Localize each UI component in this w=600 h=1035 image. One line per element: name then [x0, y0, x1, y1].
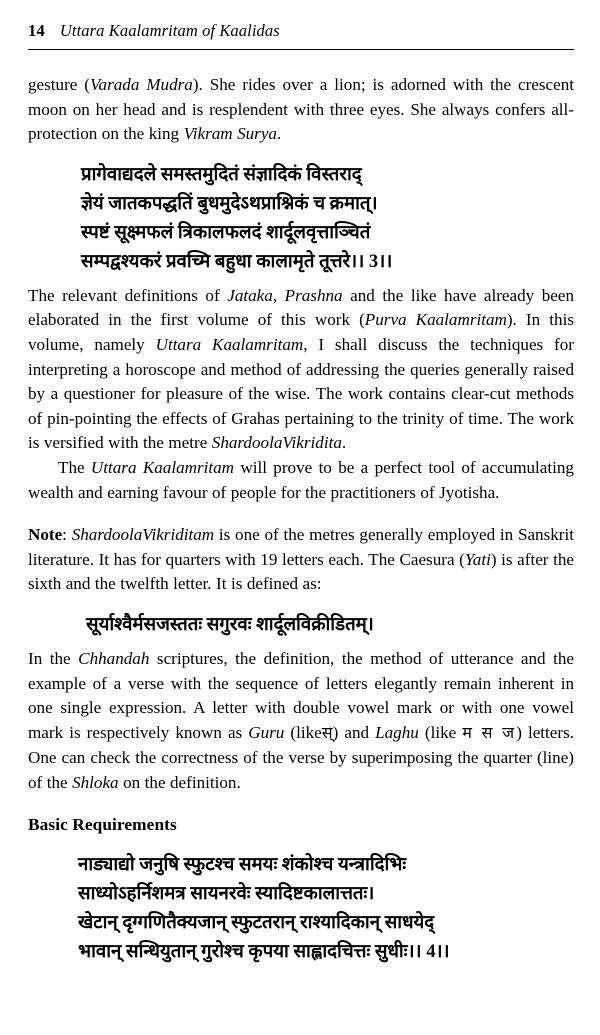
paragraph-opening — [28, 73, 574, 147]
verse-line: नाड्याद्यो जनुषि स्फुटश्च समयः शंकोश्च यन्त्रादिभिः — [78, 854, 407, 876]
paragraph-definitions — [28, 284, 574, 456]
sanskrit-verse-block-4 — [28, 850, 574, 966]
italic-term-varada-mudra: Varada Mudra — [89, 75, 193, 94]
paragraph-note — [28, 523, 574, 597]
text-run: on the definition. — [118, 772, 241, 792]
text-run: ) is after the sixth and the twelfth letter. It is defined as: — [28, 549, 574, 594]
running-head-title: Uttara Kaalamritam of Kaalidas — [59, 21, 280, 40]
paragraph-perfect-tool — [28, 456, 574, 505]
text-run: In the — [28, 648, 79, 668]
italic-term-uttara-kaalamritam: Uttara Kaalamritam — [90, 457, 235, 477]
italic-term-chhandah: Chhandah — [78, 648, 150, 668]
text-run: (like — [284, 722, 322, 742]
text-run: will prove to be a perfect tool of accumulating wealth and earning favour of people for the practitioners of Jyotisha. — [28, 457, 574, 502]
running-head — [28, 21, 572, 41]
text-run: The relevant definitions of — [28, 285, 228, 305]
italic-term-uttara-kaalamritam: Uttara Kaalamritam — [155, 334, 304, 354]
devanagari-inline-laghu-example: म स ज — [462, 724, 517, 742]
text-run: and the like have already been elaborated in the first volume of this work ( — [28, 285, 574, 330]
text-run: , I shall discuss the techniques for interpreting a horoscope and method of addressing the queries generally raised by a questioner for pleasure of the wise. The work contains clear-cut methods of pin-pointing the effects of Grahas pertaining to the trinity of time. The work is versified with the metre — [28, 334, 574, 453]
devanagari-inline-guru-example: स् — [321, 724, 333, 742]
italic-term-purva-kaalamritam: Purva Kaalamritam — [364, 310, 507, 330]
italic-term-guru: Guru — [248, 722, 285, 742]
italic-term-vikram-surya: Vikram Surya — [183, 124, 277, 144]
header-divider-rule — [28, 49, 574, 50]
text-run: ). In this volume, namely — [28, 310, 574, 354]
italic-term-laghu: Laghu — [375, 722, 419, 742]
text-run: gesture ( — [28, 75, 90, 94]
italic-term-shardoolavikriditam: ShardoolaVikriditam — [71, 525, 215, 545]
verse-line: सूर्याश्वैर्मसजस्ततः सगुरवः शार्दूलविक्रीडितम्। — [86, 613, 374, 635]
verse-line: स्पष्टं सूक्ष्मफलं त्रिकालफलदं शार्दूलवृत्ताञ्चितं — [81, 221, 371, 243]
verse-line: खेटान् दृग्गणितैक्यजान् स्फुटतरान् राश्यादिकान् साधयेद् — [78, 912, 435, 934]
text-run: is one of the metres generally employed in Sanskrit literature. It has for quarters with 19 letters each. The Caesura ( — [28, 525, 574, 569]
spacer — [28, 147, 574, 160]
italic-term-jataka: Jataka — [227, 285, 273, 305]
note-label: Note — [28, 525, 63, 545]
text-run: ) and — [332, 722, 376, 742]
verse-line: साध्योऽहर्निशमत्र सायनरवेः स्यादिष्टकालात्ततः। — [78, 883, 375, 905]
spacer — [28, 795, 574, 813]
sanskrit-verse-block-3 — [28, 160, 574, 276]
page-number: 14 — [28, 21, 45, 40]
text-run: scriptures, the definition, the method of utterance and the example of a verse with the sequence of letters elegantly remain inherent in one single expression. A letter with double vowel mark or with one vowel mark is respectively known as — [28, 648, 575, 742]
text-run: , — [272, 285, 285, 305]
page-body — [28, 73, 574, 966]
spacer — [28, 505, 574, 523]
verse-line: ज्ञेयं जातकपद्धतिं बुधमुदेऽथप्राश्निकं च क्रमात्। — [81, 192, 378, 214]
italic-term-prashna: Prashna — [284, 285, 343, 305]
text-run: . — [276, 124, 282, 144]
verse-line: भावान् सन्धियुतान् गुरोश्च कृपया साह्लादचित्तः सुधीः।। 4।। — [78, 941, 450, 963]
spacer — [28, 276, 574, 284]
spacer — [28, 597, 574, 610]
verse-line: सम्पद्वश्यकरं प्रवच्मि बहुधा कालामृते तूत्तरे।। 3।। — [81, 250, 393, 272]
verse-line: प्रागेवाद्यदले समस्तमुदितं संज्ञादिकं विस्तराद् — [81, 163, 362, 185]
section-heading-basic-requirements: Basic Requirements — [28, 815, 177, 835]
spacer — [28, 837, 574, 850]
text-run: ) letters. One can check the correctness of the verse by superimposing the quarter (line) of the — [28, 722, 574, 792]
text-run: (like — [418, 722, 463, 742]
text-run: The — [58, 457, 91, 477]
italic-term-shardoolavikridita: ShardoolaVikridita — [211, 433, 342, 453]
spacer — [28, 639, 574, 647]
text-run: : — [62, 525, 72, 545]
italic-term-yati: Yati — [464, 549, 491, 569]
text-run: ). She rides over a lion; is adorned with the crescent moon on her head and is resplendent with three eyes. She always confers all-protection on the king — [28, 75, 574, 144]
italic-term-shloka: Shloka — [72, 772, 119, 792]
paragraph-chhandah — [28, 647, 574, 796]
sanskrit-verse-block-metre-definition — [28, 610, 574, 639]
text-run: . — [341, 433, 347, 453]
